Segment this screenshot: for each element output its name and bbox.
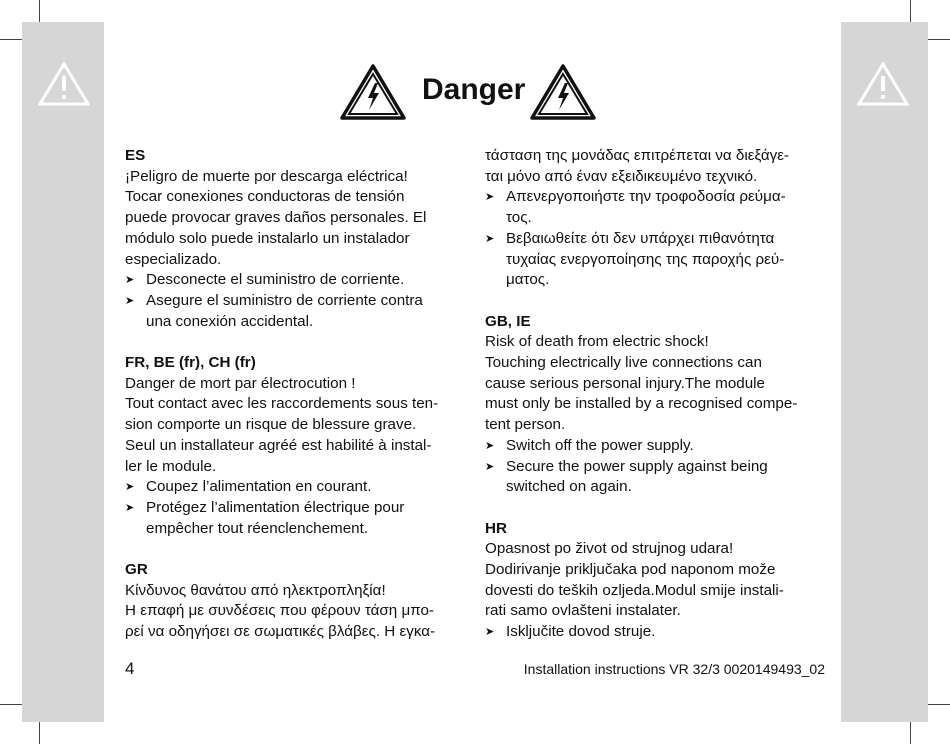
bullet-item [125,477,470,498]
arrow-bullet-icon: ➤ [485,232,495,245]
crop-mark [39,0,40,22]
danger-header [340,64,598,120]
crop-mark [928,704,950,705]
text-line: sion comporte un risque de blessure grave. [125,416,417,434]
bullet-item [125,291,470,332]
text-line: Dodirivanje priključaka pod naponom može [485,561,776,579]
section-heading-gr: GR [125,561,148,579]
bullet-line: Secure the power supply against being [506,457,768,475]
bullet-item [485,622,830,643]
electric-shock-warning-icon [340,64,406,120]
text-line: Danger de mort par électrocution ! [125,374,356,392]
bullet-line: τυχαίας ενεργοποίησης της παροχής ρεύ- [506,250,785,268]
crop-mark [910,722,911,744]
text-line: Tout contact avec les raccordements sous ten- [125,395,439,413]
section-heading-es: ES [125,147,146,164]
bullet-item [485,436,830,457]
text-line: tent person. [485,416,566,434]
arrow-bullet-icon: ➤ [125,294,135,307]
bullet-line: Desconecte el suministro de corriente. [146,271,405,289]
text-line: ρεί να οδηγήσει σε σωματικές βλάβες. Η εγκα- [125,623,436,641]
arrow-bullet-icon: ➤ [125,501,135,514]
page-number: 4 [125,659,135,678]
bullet-line: empêcher tout réenclenchement. [146,519,369,537]
electric-shock-warning-icon [530,64,596,120]
crop-mark [0,39,22,40]
bullet-line: Βεβαιωθείτε ότι δεν υπάρχει πιθανότητα [506,229,775,247]
crop-mark [39,722,40,744]
section-heading-hr: HR [485,519,507,537]
bullet-line: Coupez l’alimentation en courant. [146,478,372,496]
bullet-item [125,270,470,291]
page-title: Danger [422,73,526,106]
text-line: ¡Peligro de muerte por descarga eléctrica! [125,167,408,185]
text-line: Κίνδυνος θανάτου από ηλεκτροπληξία! [125,581,386,599]
bullet-line: ματος. [506,271,550,289]
text-line: ler le module. [125,457,217,475]
arrow-bullet-icon: ➤ [485,460,495,473]
bullet-item [485,457,830,498]
text-line: módulo solo puede instalarlo un instalador [125,229,410,247]
bullet-line: Switch off the power supply. [506,436,694,454]
text-line: Seul un installateur agréé est habilité à instal- [125,436,432,454]
bullet-line: Απενεργοποιήστε την τροφοδοσία ρεύμα- [506,188,786,206]
text-line: Η επαφή με συνδέσεις που φέρουν τάση μπο- [125,602,434,620]
right-column [485,146,830,643]
text-line: rati samo ovlašteni instalater. [485,602,681,620]
text-line: cause serious personal injury.The module [485,374,765,392]
bullet-item [485,187,830,228]
arrow-bullet-icon: ➤ [485,626,495,639]
text-line: especializado. [125,250,222,268]
left-column [125,146,470,643]
document-title: Installation instructions VR 32/3 0020149493_02 [523,661,825,677]
bullet-line: Protégez l’alimentation électrique pour [146,498,405,516]
text-line: Opasnost po život od strujnog udara! [485,540,734,558]
text-line: Tocar conexiones conductoras de tensión [125,188,405,206]
arrow-bullet-icon: ➤ [125,274,135,287]
section-heading-gb: GB, IE [485,312,531,330]
text-line: ται μόνο από έναν εξειδικευμένο τεχνικό. [485,167,758,185]
crop-mark [0,704,22,705]
arrow-bullet-icon: ➤ [485,191,495,204]
bullet-line: una conexión accidental. [146,312,314,330]
text-line: Touching electrically live connections can [485,354,762,372]
crop-mark [910,0,911,22]
bullet-line: Isključite dovod struje. [506,623,656,641]
text-line: τάσταση της μονάδας επιτρέπεται να διεξάγε- [485,147,790,164]
left-margin-tab [22,22,104,722]
section-heading-fr: FR, BE (fr), CH (fr) [125,354,256,372]
bullet-item [125,498,470,539]
warning-icon [857,62,909,106]
text-line: must only be installed by a recognised compe- [485,395,798,413]
crop-mark [928,39,950,40]
text-line: Risk of death from electric shock! [485,333,709,351]
bullet-line: switched on again. [506,478,632,496]
warning-icon [38,62,90,106]
bullet-line: τος. [506,209,532,227]
text-line: dovesti do teških ozljeda.Modul smije instali- [485,581,784,599]
bullet-line: Asegure el suministro de corriente contra [146,291,423,309]
bullet-item [485,229,830,291]
arrow-bullet-icon: ➤ [485,439,495,452]
right-margin-tab [841,22,928,722]
arrow-bullet-icon: ➤ [125,481,135,494]
text-line: puede provocar graves daños personales. El [125,209,427,227]
